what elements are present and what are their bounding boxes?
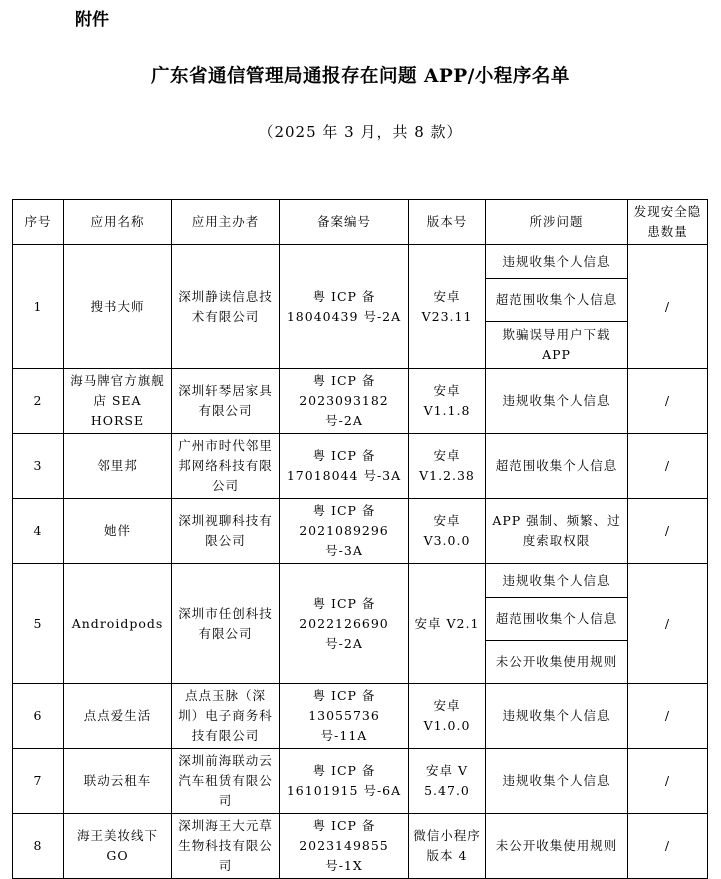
cell-icp: 粤 ICP 备 18040439 号-2A	[280, 245, 409, 369]
cell-version: 安卓 V 5.47.0	[409, 749, 486, 814]
cell-organizer: 深圳轩琴居家具有限公司	[172, 369, 280, 434]
cell-app-name: 搜书大师	[64, 245, 172, 369]
cell-version: 安卓 V1.2.38	[409, 434, 486, 499]
cell-no: 8	[13, 814, 64, 879]
cell-icp: 粤 ICP 备 2023093182 号-2A	[280, 369, 409, 434]
cell-organizer: 深圳静读信息技术有限公司	[172, 245, 280, 369]
table-row	[13, 434, 708, 499]
cell-icp: 粤 ICP 备 2022126690 号-2A	[280, 564, 409, 684]
cell-no: 4	[13, 499, 64, 564]
cell-no: 6	[13, 684, 64, 749]
cell-app-name: 海王美妆线下 GO	[64, 814, 172, 879]
table-row	[13, 245, 708, 369]
cell-issues: 违规收集个人信息	[486, 749, 628, 814]
issue-item: 违规收集个人信息	[486, 564, 627, 598]
cell-app-name: 点点爱生活	[64, 684, 172, 749]
cell-risk-count: /	[628, 245, 708, 369]
cell-organizer: 深圳前海联动云汽车租赁有限公司	[172, 749, 280, 814]
cell-issues: 违规收集个人信息	[486, 369, 628, 434]
attachment-label: 附件	[75, 10, 109, 30]
issue-item: 欺骗误导用户下载 APP	[502, 327, 611, 362]
issue-item: 超范围收集个人信息	[486, 279, 627, 322]
cell-issues: 超范围收集个人信息	[486, 434, 628, 499]
page-title: 广东省通信管理局通报存在问题 APP/小程序名单	[151, 66, 570, 87]
table-row	[13, 684, 708, 749]
cell-app-name: 邻里邦	[64, 434, 172, 499]
cell-risk-count: /	[628, 749, 708, 814]
issue-item: 未公开收集使用规则	[495, 654, 618, 669]
issue-item: 违规收集个人信息	[486, 245, 627, 279]
cell-organizer: 点点玉脉（深圳）电子商务科技有限公司	[172, 684, 280, 749]
cell-risk-count: /	[628, 684, 708, 749]
cell-version: 安卓 V1.0.0	[409, 684, 486, 749]
cell-icp: 粤 ICP 备 13055736 号-11A	[280, 684, 409, 749]
cell-version: 安卓 V23.11	[409, 245, 486, 369]
table-row	[13, 369, 708, 434]
cell-issues: 违规收集个人信息	[486, 684, 628, 749]
header-issues: 所涉问题	[486, 200, 628, 245]
cell-risk-count: /	[628, 434, 708, 499]
cell-issues: 未公开收集使用规则	[486, 814, 628, 879]
header-risk-count: 发现安全隐患数量	[628, 200, 708, 245]
page-subtitle: （2025 年 3 月，共 8 款）	[258, 123, 463, 141]
header-no: 序号	[13, 200, 64, 245]
header-version: 版本号	[409, 200, 486, 245]
cell-issues	[486, 564, 628, 684]
cell-app-name: 她伴	[64, 499, 172, 564]
header-organizer: 应用主办者	[172, 200, 280, 245]
table-row	[13, 749, 708, 814]
cell-issues: APP 强制、频繁、过度索取权限	[486, 499, 628, 564]
cell-icp: 粤 ICP 备 2021089296 号-3A	[280, 499, 409, 564]
cell-app-name: Androidpods	[64, 564, 172, 684]
cell-risk-count: /	[628, 564, 708, 684]
cell-version: 微信小程序版本 4	[409, 814, 486, 879]
cell-risk-count: /	[628, 499, 708, 564]
cell-no: 1	[13, 245, 64, 369]
cell-organizer: 深圳视聊科技有限公司	[172, 499, 280, 564]
cell-app-name: 联动云租车	[64, 749, 172, 814]
cell-no: 2	[13, 369, 64, 434]
table-row	[13, 814, 708, 879]
cell-version: 安卓 V3.0.0	[409, 499, 486, 564]
app-list-table	[12, 199, 708, 879]
cell-icp: 粤 ICP 备 16101915 号-6A	[280, 749, 409, 814]
cell-organizer: 深圳市任创科技有限公司	[172, 564, 280, 684]
cell-risk-count: /	[628, 814, 708, 879]
cell-app-name: 海马牌官方旗舰店 SEA HORSE	[64, 369, 172, 434]
cell-organizer: 深圳海王大元草生物科技有限公司	[172, 814, 280, 879]
cell-organizer: 广州市时代邻里邦网络科技有限公司	[172, 434, 280, 499]
table-row	[13, 499, 708, 564]
cell-icp: 粤 ICP 备 17018044 号-3A	[280, 434, 409, 499]
cell-no: 3	[13, 434, 64, 499]
cell-no: 7	[13, 749, 64, 814]
cell-risk-count: /	[628, 369, 708, 434]
table-row	[13, 564, 708, 684]
cell-version: 安卓 V1.1.8	[409, 369, 486, 434]
cell-issues	[486, 245, 628, 369]
cell-icp: 粤 ICP 备 2023149855 号-1X	[280, 814, 409, 879]
issue-item: 超范围收集个人信息	[486, 598, 627, 641]
cell-version: 安卓 V2.1	[409, 564, 486, 684]
header-icp: 备案编号	[280, 200, 409, 245]
header-app-name: 应用名称	[64, 200, 172, 245]
cell-no: 5	[13, 564, 64, 684]
table-header-row	[13, 200, 708, 245]
